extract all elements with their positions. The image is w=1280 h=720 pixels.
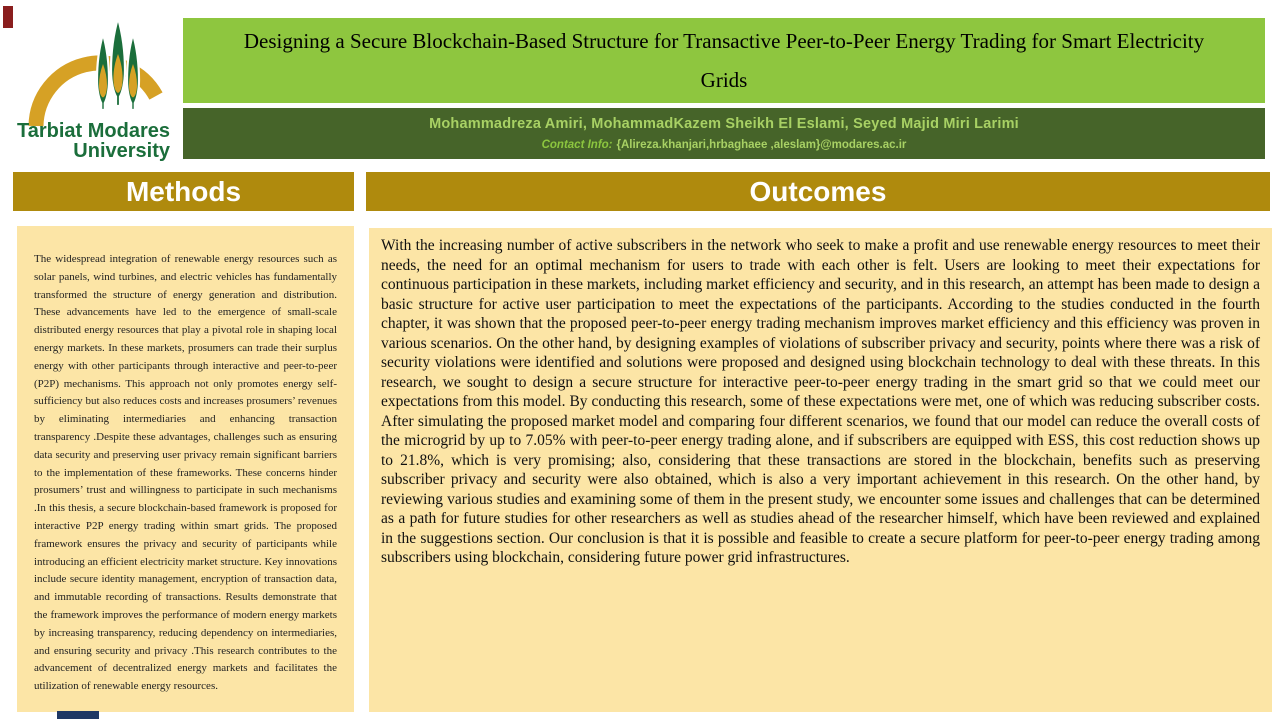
- cypress-tree-left: [97, 34, 109, 110]
- methods-body-text: The widespread integration of renewable energy resources such as solar panels, wind turbines, and electric vehicles has fundamentally transformed the structure of energy generation and distribution. These advancements have led to the emergence of small-scale distributed energy resources that play a pivotal role in shaping local energy markets. In these markets, prosumers can trade their surplus energy with other participants through interactive and peer-to-peer (P2P) mechanisms. This approach not only promotes energy self-sufficiency but also reduces costs and increases prosumers’ revenues by eliminating intermediaries and enhancing transaction transparency .Despite these advantages, challenges such as ensuring data security and preserving user privacy remain significant barriers to the implementation of these frameworks. These concerns hinder prosumers’ trust and willingness to participate in such mechanisms .In this thesis, a secure blockchain-based framework is proposed for interactive P2P energy trading within smart grids. The proposed framework ensures the privacy and security of participants while introducing an efficient electricity market structure. Key innovations include secure identity management, encryption of transaction data, and immutable recording of transactions. Results demonstrate that the framework improves the performance of modern energy markets by increasing transparency, reducing dependency on intermediaries, and ensuring security and privacy .This research contributes to the advancement of decentralized energy markets and facilitates the utilization of renewable energy resources.: [34, 253, 337, 693]
- outcomes-heading: Outcomes: [749, 175, 887, 207]
- cypress-tree-right: [127, 34, 139, 110]
- contact-info-label: Contact Info:: [541, 139, 613, 151]
- authors-line: Mohammadreza Amiri, MohammadKazem Sheikh El Eslami, Seyed Majid Miri Larimi: [429, 116, 1019, 132]
- outcomes-section-header: [366, 172, 1270, 211]
- logo-text-line2: University: [73, 140, 170, 162]
- poster-title: Designing a Secure Blockchain-Based Structure for Transactive Peer-to-Peer Energy Trading for Smart Electricity Grids: [243, 28, 1205, 92]
- outcomes-content-block: [369, 228, 1272, 712]
- methods-content-block: [17, 226, 354, 712]
- logo-text-line1: Tarbiat Modares: [17, 120, 170, 142]
- methods-section-header: [13, 172, 354, 211]
- cypress-tree-middle: [111, 18, 125, 106]
- tarbiat-modares-university-logo: [0, 0, 190, 170]
- authors-banner: [183, 108, 1265, 159]
- methods-heading: Methods: [125, 175, 242, 207]
- title-banner: [183, 18, 1265, 103]
- outcomes-body-text: With the increasing number of active subscribers in the network who seek to make a profit and use renewable energy resources to meet their needs, the need for an optimal mechanism for users to trade with each other is felt. Users are looking to meet their expectations for continuous participation in these markets, including market efficiency and security, and in this research, an attempt has been made to design a basic structure for active user participation to meet the expectations of the participants. According to the studies conducted in the fourth chapter, it was shown that the proposed peer-to-peer energy trading mechanism improves market efficiency and this efficiency was proven in various scenarios. On the other hand, by designing examples of violations of subscriber privacy and security, points where there was a risk of security violations were identified and solutions were proposed and designed using blockchain technology to deal with these threats. In this research, we sought to design a secure structure for interactive peer-to-peer energy trading in the smart grid so that we could meet our expectations from this model. By conducting this research, some of these expectations were met, one of which was reducing subscriber costs. After simulating the proposed market model and comparing four different scenarios, we found that our model can reduce the overall costs of the microgrid by up to 7.05% with peer-to-peer energy trading alone, and if subscribers are equipped with ESS, this cost reduction shows up to 21.8%, which is very promising; also, considering that these transactions are stored in the blockchain, benefits such as preserving subscriber privacy and security were also obtained, which is also a very important achievement in this research. On the other hand, by reviewing various studies and examining some of them in the present study, we encounter some issues and challenges that can be determined as a path for future studies for other researchers as well as studies ahead of the researcher himself, which have been reviewed and explained in the suggestions section. Our conclusion is that it is possible and feasible to create a secure platform for peer-to-peer energy trading among subscribers using blockchain, considering future power grid infrastructures.: [381, 237, 1260, 566]
- contact-email: {Alireza.khanjari,hrbaghaee ,aleslam}@modares.ac.ir: [616, 139, 907, 151]
- contact-line: [542, 139, 907, 151]
- bottom-left-accent: [57, 711, 99, 719]
